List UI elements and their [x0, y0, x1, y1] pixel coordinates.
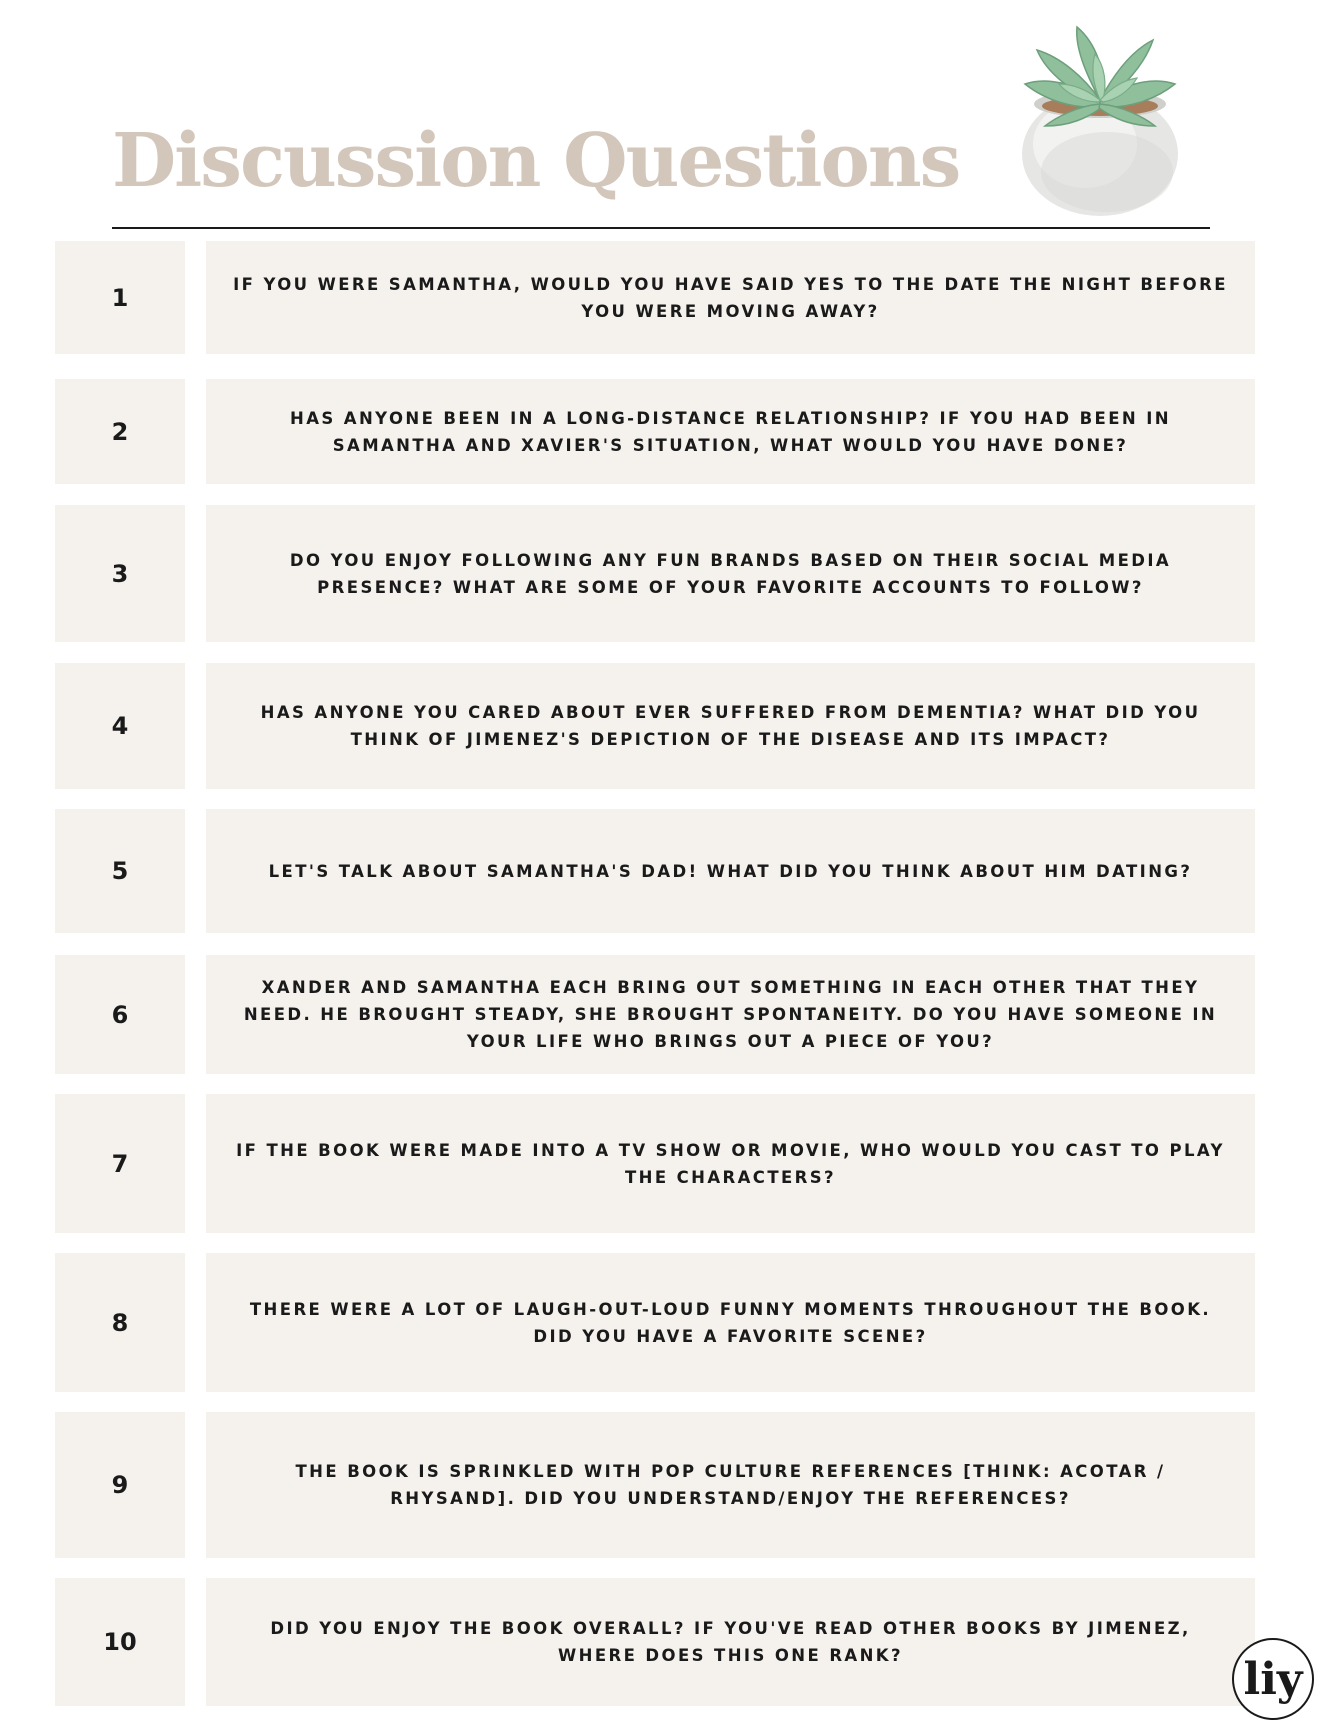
question-text-3: DO YOU ENJOY FOLLOWING ANY FUN BRANDS BASED ON THEIR SOCIAL MEDIA PRESENCE? WHAT ARE SOME OF YOUR FAVORITE ACCOUNTS TO FOLLOW? [289, 550, 1172, 597]
question-text-6: XANDER AND SAMANTHA EACH BRING OUT SOMETHING IN EACH OTHER THAT THEY NEED. HE BROUGHT STEADY, SHE BROUGHT SPONTANEITY. DO YOU HAVE SOMEONE IN YOUR LIFE WHO BRINGS OUT A PIECE OF YOU? [243, 978, 1218, 1051]
question-number-4: 4 [55, 663, 185, 789]
question-box-3 [206, 505, 1255, 642]
question-row-1 [55, 241, 1255, 354]
succulent-plant-icon [1015, 22, 1185, 217]
question-text-7: IF THE BOOK WERE MADE INTO A TV SHOW OR MOVIE, WHO WOULD YOU CAST TO PLAY THE CHARACTERS? [236, 1140, 1225, 1187]
question-number-2: 2 [55, 379, 185, 484]
question-box-9 [206, 1412, 1255, 1558]
question-box-8 [206, 1253, 1255, 1392]
question-number-3: 3 [55, 505, 185, 642]
question-box-5 [206, 809, 1255, 933]
question-text-9: THE BOOK IS SPRINKLED WITH POP CULTURE REFERENCES [THINK: ACOTAR / RHYSAND]. DID YOU UNDERSTAND/ENJOY THE REFERENCES? [295, 1462, 1166, 1508]
question-box-10 [206, 1578, 1255, 1706]
question-number-1: 1 [55, 241, 185, 354]
question-row-3 [55, 505, 1255, 642]
question-number-6: 6 [55, 955, 185, 1074]
question-row-6 [55, 955, 1255, 1074]
question-number-9: 9 [55, 1412, 185, 1558]
question-row-7 [55, 1094, 1255, 1233]
question-row-5 [55, 809, 1255, 933]
page-title: Discussion Questions [112, 118, 960, 204]
question-text-4: HAS ANYONE YOU CARED ABOUT EVER SUFFERED FROM DEMENTIA? WHAT DID YOU THINK OF JIMENEZ'S DEPICTION OF THE DISEASE AND ITS IMPACT? [260, 703, 1201, 749]
question-box-7 [206, 1094, 1255, 1233]
question-number-8: 8 [55, 1253, 185, 1392]
question-box-4 [206, 663, 1255, 789]
question-text-5: LET'S TALK ABOUT SAMANTHA'S DAD! WHAT DID YOU THINK ABOUT HIM DATING? [268, 861, 1193, 881]
question-row-8 [55, 1253, 1255, 1392]
question-row-9 [55, 1412, 1255, 1558]
question-box-1 [206, 241, 1255, 354]
question-box-6 [206, 955, 1255, 1074]
question-text-2: HAS ANYONE BEEN IN A LONG-DISTANCE RELATIONSHIP? IF YOU HAD BEEN IN SAMANTHA AND XAVIER'S SITUATION, WHAT WOULD YOU HAVE DONE? [290, 408, 1171, 455]
question-box-2 [206, 379, 1255, 484]
question-row-10 [55, 1578, 1255, 1706]
question-number-5: 5 [55, 809, 185, 933]
question-text-1: IF YOU WERE SAMANTHA, WOULD YOU HAVE SAID YES TO THE DATE THE NIGHT BEFORE YOU WERE MOVING AWAY? [233, 274, 1228, 321]
question-row-2 [55, 379, 1255, 484]
question-row-4 [55, 663, 1255, 789]
question-text-10: DID YOU ENJOY THE BOOK OVERALL? IF YOU'VE READ OTHER BOOKS BY JIMENEZ, WHERE DOES THIS ONE RANK? [270, 1619, 1191, 1665]
question-number-7: 7 [55, 1094, 185, 1233]
question-text-8: THERE WERE A LOT OF LAUGH-OUT-LOUD FUNNY MOMENTS THROUGHOUT THE BOOK. DID YOU HAVE A FAVORITE SCENE? [249, 1299, 1212, 1346]
question-number-10: 10 [55, 1578, 185, 1706]
brand-logo-text: liy [1243, 1654, 1303, 1705]
title-divider [112, 227, 1210, 229]
brand-logo-icon [1230, 1636, 1316, 1722]
